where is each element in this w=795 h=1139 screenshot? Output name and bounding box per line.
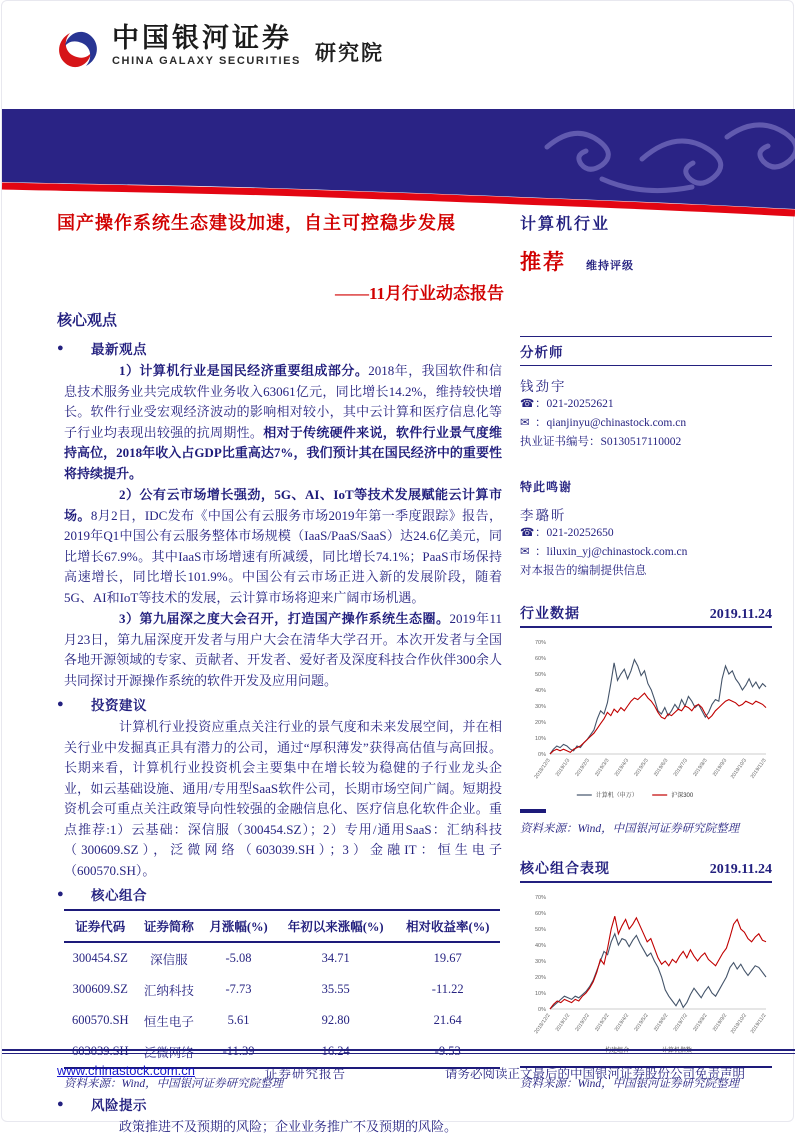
table-header-cell: 月涨幅(%) — [201, 910, 276, 942]
svg-text:20%: 20% — [534, 720, 546, 726]
table-cell: 35.55 — [321, 982, 350, 996]
table-cell: 19.67 — [433, 951, 462, 965]
brand-dept: 研究院 — [314, 42, 384, 65]
svg-text:2019/4/2: 2019/4/2 — [613, 1012, 631, 1033]
phone-icon — [520, 524, 535, 543]
footer-url-link[interactable]: www.chinastock.com.cn — [57, 1063, 195, 1078]
svg-text:2019/4/3: 2019/4/3 — [613, 757, 631, 778]
table-cell: 泛微网络 — [143, 1045, 194, 1060]
analyst-email — [520, 414, 772, 433]
thanks-phone-text: ：021-20252650 — [535, 527, 614, 539]
svg-text:构建组合: 构建组合 — [605, 1048, 630, 1054]
brand-name-cn: 中国银河证券 — [112, 23, 292, 53]
table-cell: 300609.SZ — [72, 982, 128, 996]
table-cell: 16.24 — [321, 1044, 350, 1058]
email-icon — [520, 414, 535, 433]
svg-text:50%: 50% — [534, 672, 546, 678]
perf-chart-source: 资料来源：Wind，中国银河证券研究院整理 — [520, 1078, 740, 1090]
table-cell: 恒生电子 — [143, 1014, 194, 1029]
svg-text:2019/11/2: 2019/11/2 — [749, 1012, 768, 1035]
brand-name-en: CHINA GALAXY SECURITIES — [112, 55, 301, 67]
section-core-portfolio — [57, 884, 504, 904]
svg-text:30%: 30% — [534, 704, 546, 710]
svg-text:60%: 60% — [534, 656, 546, 662]
industry-data-date: 2019.11.24 — [709, 607, 772, 622]
svg-text:20%: 20% — [534, 975, 546, 981]
table-cell: 600570.SH — [71, 1013, 129, 1027]
table-cell: -7.73 — [225, 982, 252, 996]
svg-text:2019/7/2: 2019/7/2 — [672, 1012, 690, 1033]
svg-text:2018/12/2: 2018/12/2 — [533, 1012, 552, 1036]
email-icon — [520, 543, 535, 562]
svg-text:2019/6/3: 2019/6/3 — [652, 757, 670, 778]
svg-text:70%: 70% — [534, 640, 546, 646]
risk-heading: 风险提示 — [91, 1098, 147, 1113]
table-cell: 汇纳科技 — [143, 983, 194, 998]
bullet-icon: ● — [57, 341, 64, 354]
phone-icon — [520, 395, 535, 414]
table-cell: 603039.SH — [71, 1044, 129, 1058]
table-row — [64, 974, 500, 1005]
industry-data-title: 行业数据 — [520, 607, 580, 622]
table-row — [64, 1005, 500, 1036]
rating-row — [520, 246, 772, 276]
svg-text:计算机指数: 计算机指数 — [661, 1048, 692, 1054]
rule-fragment — [520, 809, 546, 813]
section-investment-advice — [57, 694, 504, 714]
bullet-icon: ● — [57, 887, 64, 900]
svg-text:沪深300: 沪深300 — [671, 793, 694, 799]
table-cell: -9.53 — [434, 1044, 461, 1058]
industry-chart-source: 资料来源：Wind，中国银河证券研究院整理 — [520, 823, 740, 835]
investment-advice-heading: 投资建议 — [91, 698, 147, 713]
table-cell: 21.64 — [433, 1013, 462, 1027]
svg-text:2019/3/2: 2019/3/2 — [594, 1012, 611, 1033]
table-header-cell: 证券代码 — [64, 910, 137, 942]
analyst-phone — [520, 395, 772, 414]
table-cell: 5.61 — [227, 1013, 250, 1027]
svg-text:2019/2/3: 2019/2/3 — [574, 757, 591, 778]
paragraph-2 — [64, 485, 502, 608]
table-header-cell: 年初以来涨幅(%) — [276, 910, 396, 942]
thanks-note: 对本报告的编制提供信息 — [520, 565, 647, 577]
svg-text:2019/2/2: 2019/2/2 — [574, 1012, 591, 1033]
table-row — [64, 942, 500, 974]
band-report-type: 行业研究报告●计算机行业 — [57, 252, 267, 271]
header-logo — [54, 23, 384, 73]
band-date: 2019年11月24日 — [370, 252, 500, 271]
paragraph-1-body: 2018年，我国软件和信息技术服务业共完成软件业务收入63061亿元，同比增长14.2%，维持较快增长。软件行业受宏观经济波动的影响相对较小，其中云计算和医疗信息化等子行业均表现出较强的抗周期性。 — [64, 363, 502, 440]
industry-chart — [520, 632, 772, 807]
main-content — [57, 335, 504, 1139]
table-cell: -11.39 — [222, 1044, 255, 1058]
report-page — [1, 0, 794, 1134]
bullet-icon: ● — [57, 1097, 64, 1110]
svg-text:2019/10/2: 2019/10/2 — [729, 1012, 749, 1036]
paragraph-3-body: 2019年11月23日，第九届深度开发者与用户大会在清华大学召开。本次开发者与全国各地开源领域的专家、贡献者、开发者、爱好者及深度科技合作伙伴300余人共同探讨开源操作系统的软件开发及应用问题。 — [64, 611, 502, 688]
bullet-icon: ● — [57, 697, 64, 710]
industry-name: 计算机行业 — [520, 216, 611, 233]
svg-text:2018/12/3: 2018/12/3 — [533, 757, 552, 781]
table-source-note: 资料来源：Wind，中国银河证券研究院整理 — [64, 1078, 284, 1090]
analyst-phone-text: ：021-20252621 — [535, 398, 614, 410]
report-subtitle: ——11月行业动态报告 — [334, 284, 504, 303]
paragraph-2-body: 8月2日，IDC发布《中国公有云服务市场2019年第一季度跟踪》报告，2019年Q1中国公有云服务整体市场规模（IaaS/PaaS/SaaS）达24.6亿美元，同比增长67.9%。其中IaaS市场增速有所减缓，同比增长74.1%；PaaS市场保持高速增长，同比增长101.9%。中国公有云市场正进入新的发展阶段，随着5G、AI和IoT等技术的发展，云计算市场将迎来广阔市场机遇。 — [64, 507, 502, 605]
footer-disclaimer: 请务必阅读正文最后的中国银河证券股份公司免责声明 — [444, 1067, 745, 1081]
svg-text:0%: 0% — [538, 752, 546, 758]
perf-header — [520, 858, 772, 883]
paragraph-3-lead: 3）第九届深之度大会召开，打造国产操作系统生态圈。 — [119, 611, 450, 626]
perf-chart — [520, 887, 772, 1062]
table-cell: 92.80 — [321, 1013, 350, 1027]
core-view-label: 核心观点 — [57, 313, 118, 329]
section-latest-views — [57, 338, 504, 358]
svg-text:2019/9/3: 2019/9/3 — [711, 757, 729, 778]
svg-text:70%: 70% — [534, 895, 546, 901]
latest-views-heading: 最新观点 — [91, 342, 147, 357]
svg-text:0%: 0% — [538, 1007, 546, 1013]
thanks-email-text: ：liluxin_yj@chinastock.com.cn — [535, 546, 688, 558]
table-cell: 34.71 — [321, 951, 350, 965]
svg-text:30%: 30% — [534, 959, 546, 965]
svg-text:2019/8/2: 2019/8/2 — [692, 1012, 709, 1033]
svg-text:2019/5/3: 2019/5/3 — [633, 757, 650, 778]
analyst-heading: 分析师 — [520, 336, 772, 366]
svg-text:2019/7/3: 2019/7/3 — [672, 757, 690, 778]
svg-text:计算机（申万）: 计算机（申万） — [595, 793, 638, 799]
perf-title: 核心组合表现 — [520, 862, 610, 877]
svg-text:10%: 10% — [534, 736, 546, 742]
footer-divider — [2, 1049, 795, 1054]
svg-text:40%: 40% — [534, 688, 546, 694]
paragraph-2-lead: 2）公有云市场增长强劲，5G、AI、IoT等技术发展赋能云计算市场。 — [64, 487, 502, 523]
svg-text:2019/3/3: 2019/3/3 — [594, 757, 611, 778]
core-portfolio-table — [64, 909, 500, 1069]
svg-text:2019/1/2: 2019/1/2 — [554, 1012, 572, 1033]
svg-text:2019/10/3: 2019/10/3 — [729, 757, 749, 781]
analyst-name: 钱劲宇 — [520, 379, 567, 394]
thanks-phone — [520, 524, 772, 543]
svg-text:10%: 10% — [534, 991, 546, 997]
svg-text:2019/5/2: 2019/5/2 — [633, 1012, 650, 1033]
paragraph-1 — [64, 361, 502, 484]
svg-text:60%: 60% — [534, 911, 546, 917]
sidebar — [520, 211, 772, 1091]
table-cell: -5.08 — [225, 951, 252, 965]
thanks-heading: 特此鸣谢 — [520, 480, 573, 494]
table-cell: 300454.SZ — [72, 951, 128, 965]
thanks-email — [520, 543, 772, 562]
analyst-email-text: ：qianjinyu@chinastock.com.cn — [535, 417, 687, 429]
paragraph-1-tail: 相对于传统硬件来说，软件行业景气度维持高位，2018年收入占GDP比重高达7%，我们预计其在国民经济中的重要性将持续提升。 — [64, 424, 502, 481]
report-title: 国产操作系统生态建设加速，自主可控稳步发展 — [57, 213, 456, 233]
table-cell: -11.22 — [431, 982, 464, 996]
advice-paragraph: 计算机行业投资应重点关注行业的景气度和未来发展空间，并在相关行业中发掘真正具有潜力的公司，通过“厚积薄发”获得高估值与高回报。长期来看，计算机行业投资机会主要集中在增长较为稳健的子行业龙头企业，如云基础设施、通用/专用型SaaS软件公司，长期市场空间广阔。短期投资机会可重点关注政策导向性较强的金融信息化、医疗信息化软件企业。重点推荐:1）云基础：深信服（300454.SZ）；2）专用/通用SaaS：汇纳科技（300609.SZ），泛微网络（603039.SH）；3）金融IT：恒生电子（600570.SH）。 — [64, 719, 502, 878]
svg-text:40%: 40% — [534, 943, 546, 949]
industry-data-header — [520, 603, 772, 628]
brand-block — [112, 23, 301, 67]
section-risk — [57, 1094, 504, 1114]
risk-paragraph: 政策推进不及预期的风险；企业业务推广不及预期的风险。 — [119, 1119, 458, 1134]
paragraph-1-lead: 1）计算机行业是国民经济重要组成部分。 — [119, 363, 369, 378]
svg-text:2019/6/2: 2019/6/2 — [652, 1012, 670, 1033]
thanks-name: 李璐昕 — [520, 508, 567, 523]
galaxy-logo-icon — [54, 27, 102, 73]
perf-date: 2019.11.24 — [709, 862, 772, 877]
core-portfolio-heading: 核心组合 — [91, 888, 147, 903]
svg-text:50%: 50% — [534, 927, 546, 933]
svg-text:2019/1/3: 2019/1/3 — [554, 757, 572, 778]
analyst-cert: 执业证书编号：S0130517110002 — [520, 436, 682, 448]
footer-report-type: 证券研究报告 — [265, 1067, 347, 1081]
svg-text:2019/9/2: 2019/9/2 — [711, 1012, 729, 1033]
svg-text:2019/11/3: 2019/11/3 — [749, 757, 768, 780]
table-header-cell: 相对收益率(%) — [395, 910, 500, 942]
rating-note: 维持评级 — [586, 260, 634, 272]
paragraph-3 — [64, 609, 502, 691]
table-header-row — [64, 910, 500, 942]
rating-value: 推荐 — [520, 250, 566, 274]
table-header-cell: 证券简称 — [137, 910, 202, 942]
svg-text:2019/8/3: 2019/8/3 — [692, 757, 709, 778]
table-cell: 深信服 — [150, 952, 188, 967]
